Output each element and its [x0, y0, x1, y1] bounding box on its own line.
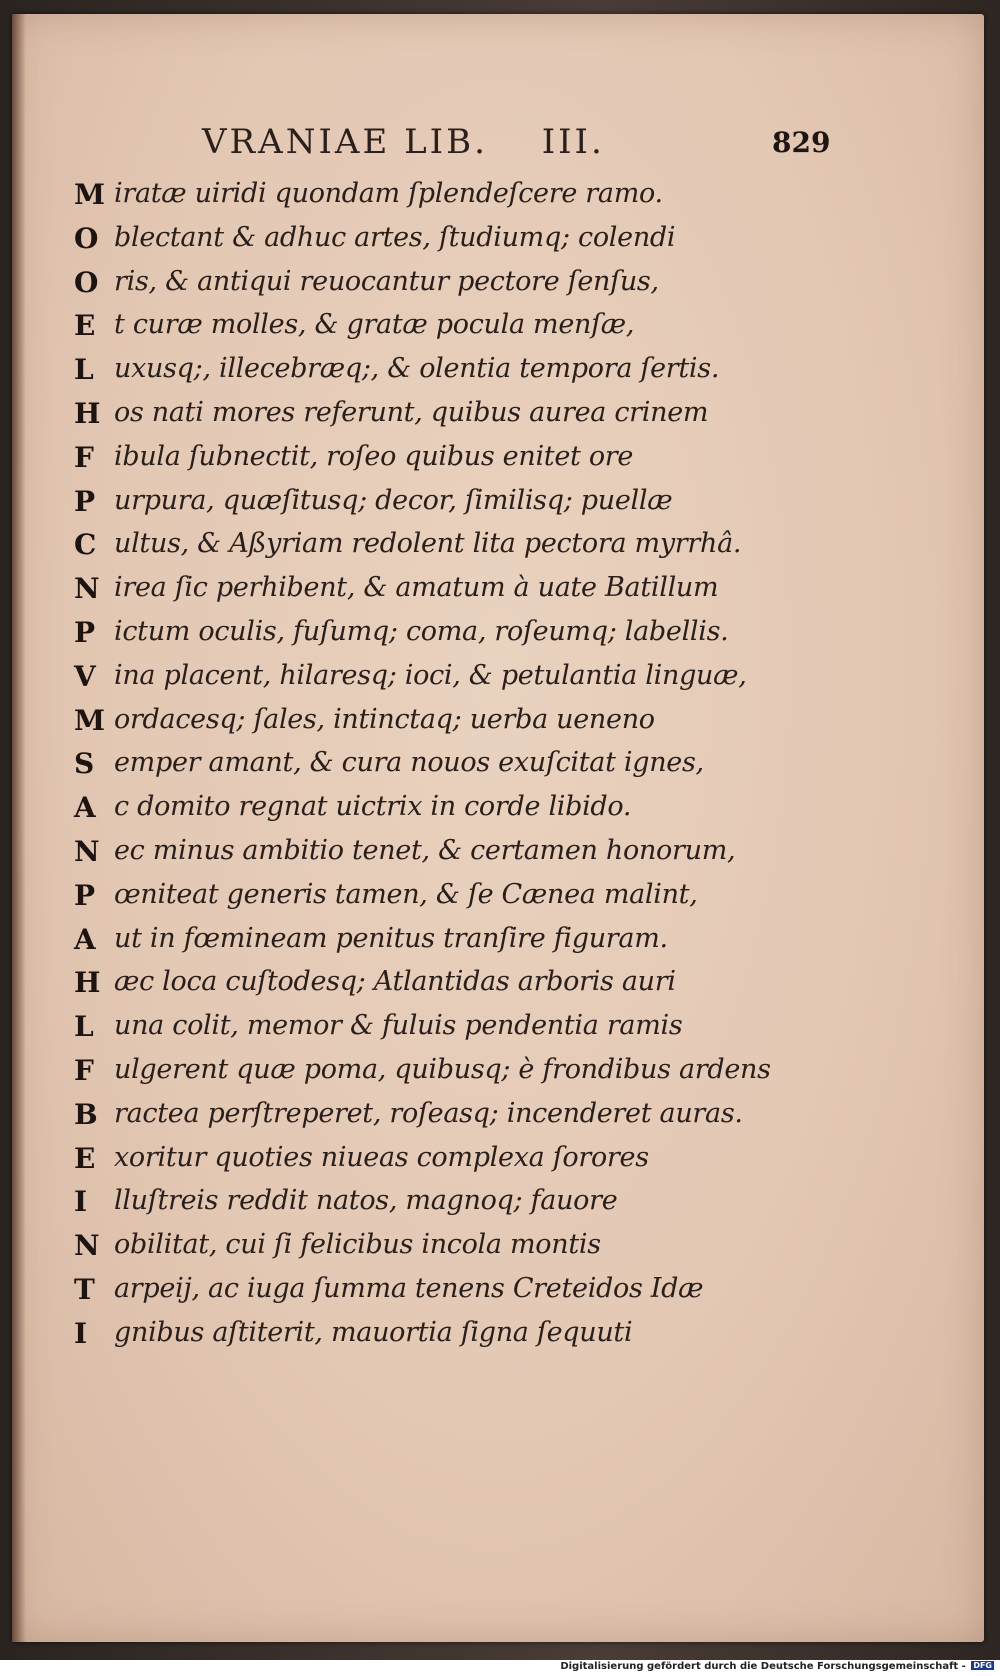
verse-line [74, 216, 954, 260]
verse-initial: C [74, 528, 97, 562]
running-title [202, 122, 605, 162]
verse-text: blectant & adhuc artes, ſtudiumq; colendi [114, 221, 676, 253]
verse-text: ultus, & Aßyriam redolent lita pectora myrrhâ. [114, 528, 742, 560]
verse-text: obilitat, cui ſi felicibus incola montis [114, 1229, 601, 1261]
verse-text: xoritur quoties niueas complexa ſorores [114, 1141, 649, 1173]
verse-initial: P [74, 615, 96, 649]
book-page [12, 14, 984, 1642]
verse-initial: N [74, 1229, 100, 1263]
verse-text: arpeij, ac iuga ſumma tenens Creteidos Idæ [114, 1272, 704, 1304]
verse-text: œniteat generis tamen, & ſe Cænea malint, [114, 878, 698, 910]
page-number: 829 [772, 126, 831, 159]
verse-initial: H [74, 396, 101, 430]
verse-text: iratæ uiridi quondam ſplendeſcere ramo. [114, 178, 663, 209]
verse-text: uxusq;, illecebræq;, & olentia tempora ſertis. [114, 353, 720, 385]
verse-text: os nati mores referunt, quibus aurea crinem [114, 396, 709, 428]
verse-text: ec minus ambitio tenet, & certamen honorum, [114, 834, 736, 866]
verse-text: ris, & antiqui reuocantur pectore ſenſus, [114, 265, 659, 297]
verse-initial: T [74, 1272, 95, 1306]
digitization-footer [0, 1660, 1000, 1676]
verse-line [74, 917, 954, 961]
verse-line [74, 391, 954, 435]
verse-text: urpura, quæſitusq; decor, ſimilisq; puellæ [114, 484, 673, 516]
verse-initial: A [74, 791, 96, 825]
page-header [12, 116, 984, 166]
verse-initial: O [74, 221, 99, 255]
verse-initial: A [74, 922, 96, 956]
book-number: III. [541, 122, 605, 162]
verse-text: ordacesq; ſales, intinctaq; uerba ueneno [114, 703, 655, 735]
verse-text: gnibus aſtiterit, mauortia ſigna ſequuti [114, 1316, 633, 1348]
verse-line [74, 347, 954, 391]
dfg-logo: DFG [973, 1661, 992, 1670]
verse-line [74, 1004, 954, 1048]
verse-line [74, 960, 954, 1004]
verse-initial: L [74, 1010, 94, 1044]
verse-text: ictum oculis, fuſumq; coma, roſeumq; labellis. [114, 615, 729, 647]
verse-initial: E [74, 1141, 96, 1175]
verse-initial: H [74, 966, 101, 1000]
verse-text: ulgerent quæ poma, quibusq; è frondibus ardens [114, 1053, 771, 1085]
verse-line [74, 1311, 954, 1355]
verse-line [74, 785, 954, 829]
verse-block [74, 172, 954, 1355]
verse-text: lluſtreis reddit natos, magnoq; fauore [114, 1185, 618, 1217]
verse-initial: M [74, 178, 105, 211]
verse-text: ina placent, hilaresq; ioci, & petulantia linguæ, [114, 659, 747, 691]
verse-initial: L [74, 353, 94, 387]
verse-line [74, 1223, 954, 1267]
running-title-text: VRANIAE LIB. [202, 122, 488, 162]
verse-line [74, 741, 954, 785]
verse-line [74, 698, 954, 742]
verse-initial: N [74, 572, 100, 606]
verse-text: c domito regnat uictrix in corde libido. [114, 791, 632, 823]
verse-line [74, 610, 954, 654]
verse-line [74, 873, 954, 917]
verse-initial: I [74, 1316, 88, 1350]
verse-initial: F [74, 1053, 94, 1087]
verse-line [74, 260, 954, 304]
verse-initial: M [74, 703, 105, 737]
verse-initial: N [74, 834, 100, 868]
verse-initial: I [74, 1185, 88, 1219]
verse-initial: B [74, 1097, 98, 1131]
verse-line [74, 1136, 954, 1180]
verse-initial: S [74, 747, 95, 781]
page-gutter [12, 14, 26, 1642]
verse-text: ibula ſubnectit, roſeo quibus enitet ore [114, 440, 634, 472]
verse-text: irea ſic perhibent, & amatum à uate Batillum [114, 572, 719, 604]
verse-initial: P [74, 878, 96, 912]
verse-initial: O [74, 265, 99, 299]
verse-line [74, 172, 954, 216]
funding-credit [560, 1661, 994, 1672]
verse-line [74, 1179, 954, 1223]
verse-line [74, 829, 954, 873]
verse-line [74, 1092, 954, 1136]
verse-initial: E [74, 309, 96, 343]
funding-credit-text: Digitalisierung gefördert durch die Deutsche Forschungsgemeinschaft - [560, 1661, 966, 1672]
verse-line [74, 303, 954, 347]
verse-text: æc loca cuſtodesq; Atlantidas arboris auri [114, 966, 676, 998]
verse-initial: V [74, 659, 96, 693]
verse-text: t curæ molles, & gratæ pocula menſæ, [114, 309, 635, 341]
verse-text: ut in fœmineam penitus tranſire figuram. [114, 922, 668, 954]
verse-line [74, 435, 954, 479]
verse-initial: F [74, 440, 94, 474]
verse-line [74, 522, 954, 566]
verse-text: ractea perſtreperet, roſeasq; incenderet auras. [114, 1097, 743, 1129]
verse-line [74, 479, 954, 523]
verse-line [74, 1267, 954, 1311]
verse-text: una colit, memor & fuluis pendentia ramis [114, 1010, 683, 1042]
verse-text: emper amant, & cura nouos exuſcitat ignes, [114, 747, 704, 779]
verse-initial: P [74, 484, 96, 518]
verse-line [74, 654, 954, 698]
verse-line [74, 1048, 954, 1092]
verse-line [74, 566, 954, 610]
